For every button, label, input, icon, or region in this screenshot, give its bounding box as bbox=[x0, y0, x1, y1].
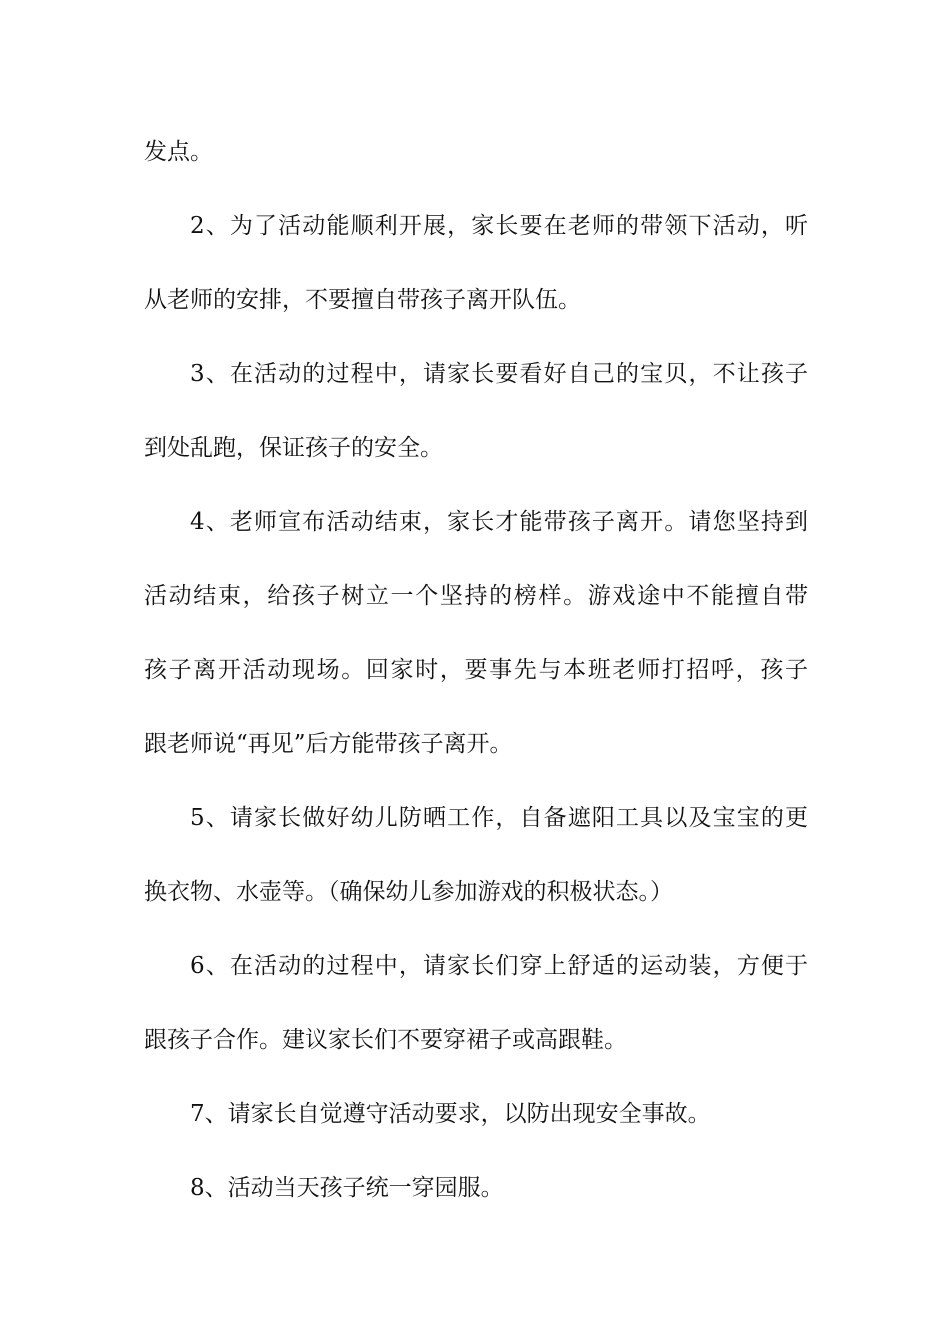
item-4-line-3: 孩子离开活动现场。回家时，要事先与本班老师打招呼，孩子 bbox=[144, 657, 808, 683]
paragraph-1-continuation: 发点。 bbox=[144, 139, 213, 165]
item-3-line-2: 到处乱跑，保证孩子的安全。 bbox=[144, 435, 443, 461]
item-5-line-2: 换衣物、水壶等。（确保幼儿参加游戏的积极状态。） bbox=[144, 879, 673, 905]
item-6-line-1: 6、在活动的过程中，请家长们穿上舒适的运动装，方便于 bbox=[190, 953, 808, 979]
item-5-line-1: 5、请家长做好幼儿防晒工作，自备遮阳工具以及宝宝的更 bbox=[190, 805, 808, 831]
item-4-line-2: 活动结束，给孩子树立一个坚持的榜样。游戏途中不能擅自带 bbox=[144, 583, 808, 609]
document-body bbox=[144, 129, 808, 1239]
item-4-line-1: 4、老师宣布活动结束，家长才能带孩子离开。请您坚持到 bbox=[190, 509, 808, 535]
item-7-line-1: 7、请家长自觉遵守活动要求，以防出现安全事故。 bbox=[190, 1101, 711, 1127]
item-6-line-2: 跟孩子合作。建议家长们不要穿裙子或高跟鞋。 bbox=[144, 1027, 627, 1053]
item-2-line-2: 从老师的安排，不要擅自带孩子离开队伍。 bbox=[144, 287, 581, 313]
item-4-line-4: 跟老师说“再见”后方能带孩子离开。 bbox=[144, 731, 513, 757]
item-8-line-1: 8、活动当天孩子统一穿园服。 bbox=[190, 1175, 504, 1201]
item-2-line-1: 2、为了活动能顺利开展，家长要在老师的带领下活动，听 bbox=[190, 213, 808, 239]
item-3-line-1: 3、在活动的过程中，请家长要看好自己的宝贝，不让孩子 bbox=[190, 361, 808, 387]
